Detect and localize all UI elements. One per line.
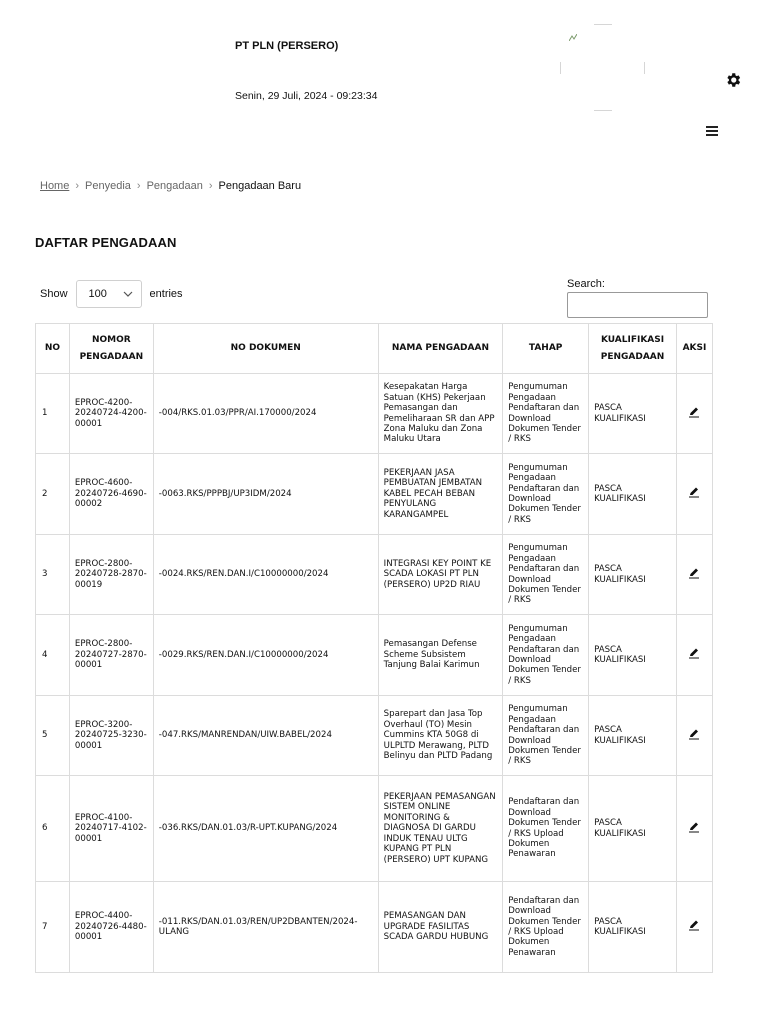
pencil-edit-icon[interactable] xyxy=(688,919,700,931)
gear-icon[interactable] xyxy=(724,71,742,89)
cell-no: 4 xyxy=(36,615,70,696)
cell-tahap: Pengumuman Pengadaan Pendaftaran dan Download Dokumen Tender / RKS xyxy=(503,454,589,535)
cell-nomor-pengadaan: EPROC-2800-20240728-2870-00019 xyxy=(69,535,153,615)
table-row xyxy=(36,454,713,535)
pencil-edit-icon[interactable] xyxy=(688,486,700,498)
company-name: PT PLN (PERSERO) xyxy=(235,40,339,52)
cell-kualifikasi: PASCA KUALIFIKASI xyxy=(589,535,677,615)
table-row xyxy=(36,882,713,973)
cell-no-dokumen: -036.RKS/DAN.01.03/R-UPT.KUPANG/2024 xyxy=(153,776,378,882)
cell-kualifikasi: PASCA KUALIFIKASI xyxy=(589,374,677,454)
cell-nama-pengadaan: PEKERJAAN JASA PEMBUATAN JEMBATAN KABEL PECAH BEBAN PENYULANG KARANGAMPEL xyxy=(378,454,503,535)
company-logo xyxy=(560,24,646,112)
cell-nama-pengadaan: Kesepakatan Harga Satuan (KHS) Pekerjaan Pemasangan dan Pemeliharaan SR dan APP Zona Maluku dan Zona Maluku Utara xyxy=(378,374,503,454)
breadcrumb-item-penyedia[interactable]: Penyedia xyxy=(85,180,131,192)
breadcrumb-item-pengadaan[interactable]: Pengadaan xyxy=(146,180,203,192)
cell-no: 3 xyxy=(36,535,70,615)
cell-aksi xyxy=(676,615,712,696)
pencil-edit-icon[interactable] xyxy=(688,406,700,418)
breadcrumb xyxy=(40,180,301,192)
cell-no: 6 xyxy=(36,776,70,882)
table-row xyxy=(36,696,713,776)
breadcrumb-separator: › xyxy=(75,180,80,192)
cell-no-dokumen: -0024.RKS/REN.DAN.I/C10000000/2024 xyxy=(153,535,378,615)
column-header-no[interactable]: NO xyxy=(36,324,70,374)
cell-no: 7 xyxy=(36,882,70,973)
table-row xyxy=(36,535,713,615)
procurement-table xyxy=(35,323,713,973)
entries-length-control xyxy=(40,280,183,308)
show-label: Show xyxy=(40,288,68,300)
column-header-nama-pengadaan[interactable]: NAMA PENGADAAN xyxy=(378,324,503,374)
cell-nama-pengadaan: PEKERJAAN PEMASANGAN SISTEM ONLINE MONITORING & DIAGNOSA DI GARDU INDUK TENAU ULTG KUPANG PT PLN (PERSERO) UPT KUPANG xyxy=(378,776,503,882)
cell-no-dokumen: -047.RKS/MANRENDAN/UIW.BABEL/2024 xyxy=(153,696,378,776)
entries-select-value: 100 xyxy=(88,288,107,300)
cell-tahap: Pengumuman Pengadaan Pendaftaran dan Download Dokumen Tender / RKS xyxy=(503,535,589,615)
table-row xyxy=(36,776,713,882)
breadcrumb-separator: › xyxy=(208,180,213,192)
cell-tahap: Pengumuman Pengadaan Pendaftaran dan Download Dokumen Tender / RKS xyxy=(503,615,589,696)
column-header-nomor-pengadaan[interactable]: NOMOR PENGADAAN xyxy=(69,324,153,374)
breadcrumb-separator: › xyxy=(136,180,141,192)
cell-nama-pengadaan: INTEGRASI KEY POINT KE SCADA LOKASI PT PLN (PERSERO) UP2D RIAU xyxy=(378,535,503,615)
cell-kualifikasi: PASCA KUALIFIKASI xyxy=(589,882,677,973)
pencil-edit-icon[interactable] xyxy=(688,821,700,833)
column-header-kualifikasi[interactable]: KUALIFIKASI PENGADAAN xyxy=(589,324,677,374)
cell-no-dokumen: -0029.RKS/REN.DAN.I/C10000000/2024 xyxy=(153,615,378,696)
cell-nomor-pengadaan: EPROC-3200-20240725-3230-00001 xyxy=(69,696,153,776)
cell-nama-pengadaan: Sparepart dan Jasa Top Overhaul (TO) Mesin Cummins KTA 50G8 di ULPLTD Merawang, PLTD Belinyu dan PLTD Padang xyxy=(378,696,503,776)
breadcrumb-current: Pengadaan Baru xyxy=(218,180,302,192)
cell-nomor-pengadaan: EPROC-4200-20240724-4200-00001 xyxy=(69,374,153,454)
pencil-edit-icon[interactable] xyxy=(688,647,700,659)
cell-tahap: Pendaftaran dan Download Dokumen Tender / RKS Upload Dokumen Penawaran xyxy=(503,776,589,882)
cell-aksi xyxy=(676,374,712,454)
cell-kualifikasi: PASCA KUALIFIKASI xyxy=(589,696,677,776)
cell-nomor-pengadaan: EPROC-2800-20240727-2870-00001 xyxy=(69,615,153,696)
cell-no: 2 xyxy=(36,454,70,535)
cell-nomor-pengadaan: EPROC-4400-20240726-4480-00001 xyxy=(69,882,153,973)
table-row xyxy=(36,374,713,454)
cell-no-dokumen: -0063.RKS/PPPBJ/UP3IDM/2024 xyxy=(153,454,378,535)
cell-no-dokumen: -004/RKS.01.03/PPR/AI.170000/2024 xyxy=(153,374,378,454)
page-title: DAFTAR PENGADAAN xyxy=(35,235,177,250)
cell-no: 1 xyxy=(36,374,70,454)
column-header-aksi[interactable]: AKSI xyxy=(676,324,712,374)
chevron-down-icon xyxy=(123,291,133,297)
pencil-edit-icon[interactable] xyxy=(688,728,700,740)
cell-kualifikasi: PASCA KUALIFIKASI xyxy=(589,776,677,882)
cell-aksi xyxy=(676,535,712,615)
cell-nama-pengadaan: PEMASANGAN DAN UPGRADE FASILITAS SCADA GARDU HUBUNG xyxy=(378,882,503,973)
broken-image-icon xyxy=(569,34,577,41)
breadcrumb-home-link[interactable]: Home xyxy=(40,180,70,192)
current-datetime: Senin, 29 Juli, 2024 - 09:23:34 xyxy=(235,90,378,102)
cell-aksi xyxy=(676,882,712,973)
cell-kualifikasi: PASCA KUALIFIKASI xyxy=(589,454,677,535)
cell-aksi xyxy=(676,696,712,776)
top-header xyxy=(0,0,768,150)
cell-tahap: Pendaftaran dan Download Dokumen Tender / RKS Upload Dokumen Penawaran xyxy=(503,882,589,973)
pencil-edit-icon[interactable] xyxy=(688,567,700,579)
table-header-row xyxy=(36,324,713,374)
cell-aksi xyxy=(676,454,712,535)
cell-no: 5 xyxy=(36,696,70,776)
cell-tahap: Pengumuman Pengadaan Pendaftaran dan Download Dokumen Tender / RKS xyxy=(503,696,589,776)
column-header-tahap[interactable]: TAHAP xyxy=(503,324,589,374)
entries-select[interactable] xyxy=(76,280,142,308)
cell-nama-pengadaan: Pemasangan Defense Scheme Subsistem Tanjung Balai Karimun xyxy=(378,615,503,696)
search-input[interactable] xyxy=(567,292,708,318)
cell-no-dokumen: -011.RKS/DAN.01.03/REN/UP2DBANTEN/2024-ULANG xyxy=(153,882,378,973)
cell-nomor-pengadaan: EPROC-4600-20240726-4690-00002 xyxy=(69,454,153,535)
cell-tahap: Pengumuman Pengadaan Pendaftaran dan Download Dokumen Tender / RKS xyxy=(503,374,589,454)
search-label: Search: xyxy=(567,278,605,290)
table-row xyxy=(36,615,713,696)
cell-nomor-pengadaan: EPROC-4100-20240717-4102-00001 xyxy=(69,776,153,882)
column-header-no-dokumen[interactable]: NO DOKUMEN xyxy=(153,324,378,374)
entries-label: entries xyxy=(149,288,183,300)
cell-aksi xyxy=(676,776,712,882)
cell-kualifikasi: PASCA KUALIFIKASI xyxy=(589,615,677,696)
hamburger-menu-icon[interactable] xyxy=(706,126,718,136)
